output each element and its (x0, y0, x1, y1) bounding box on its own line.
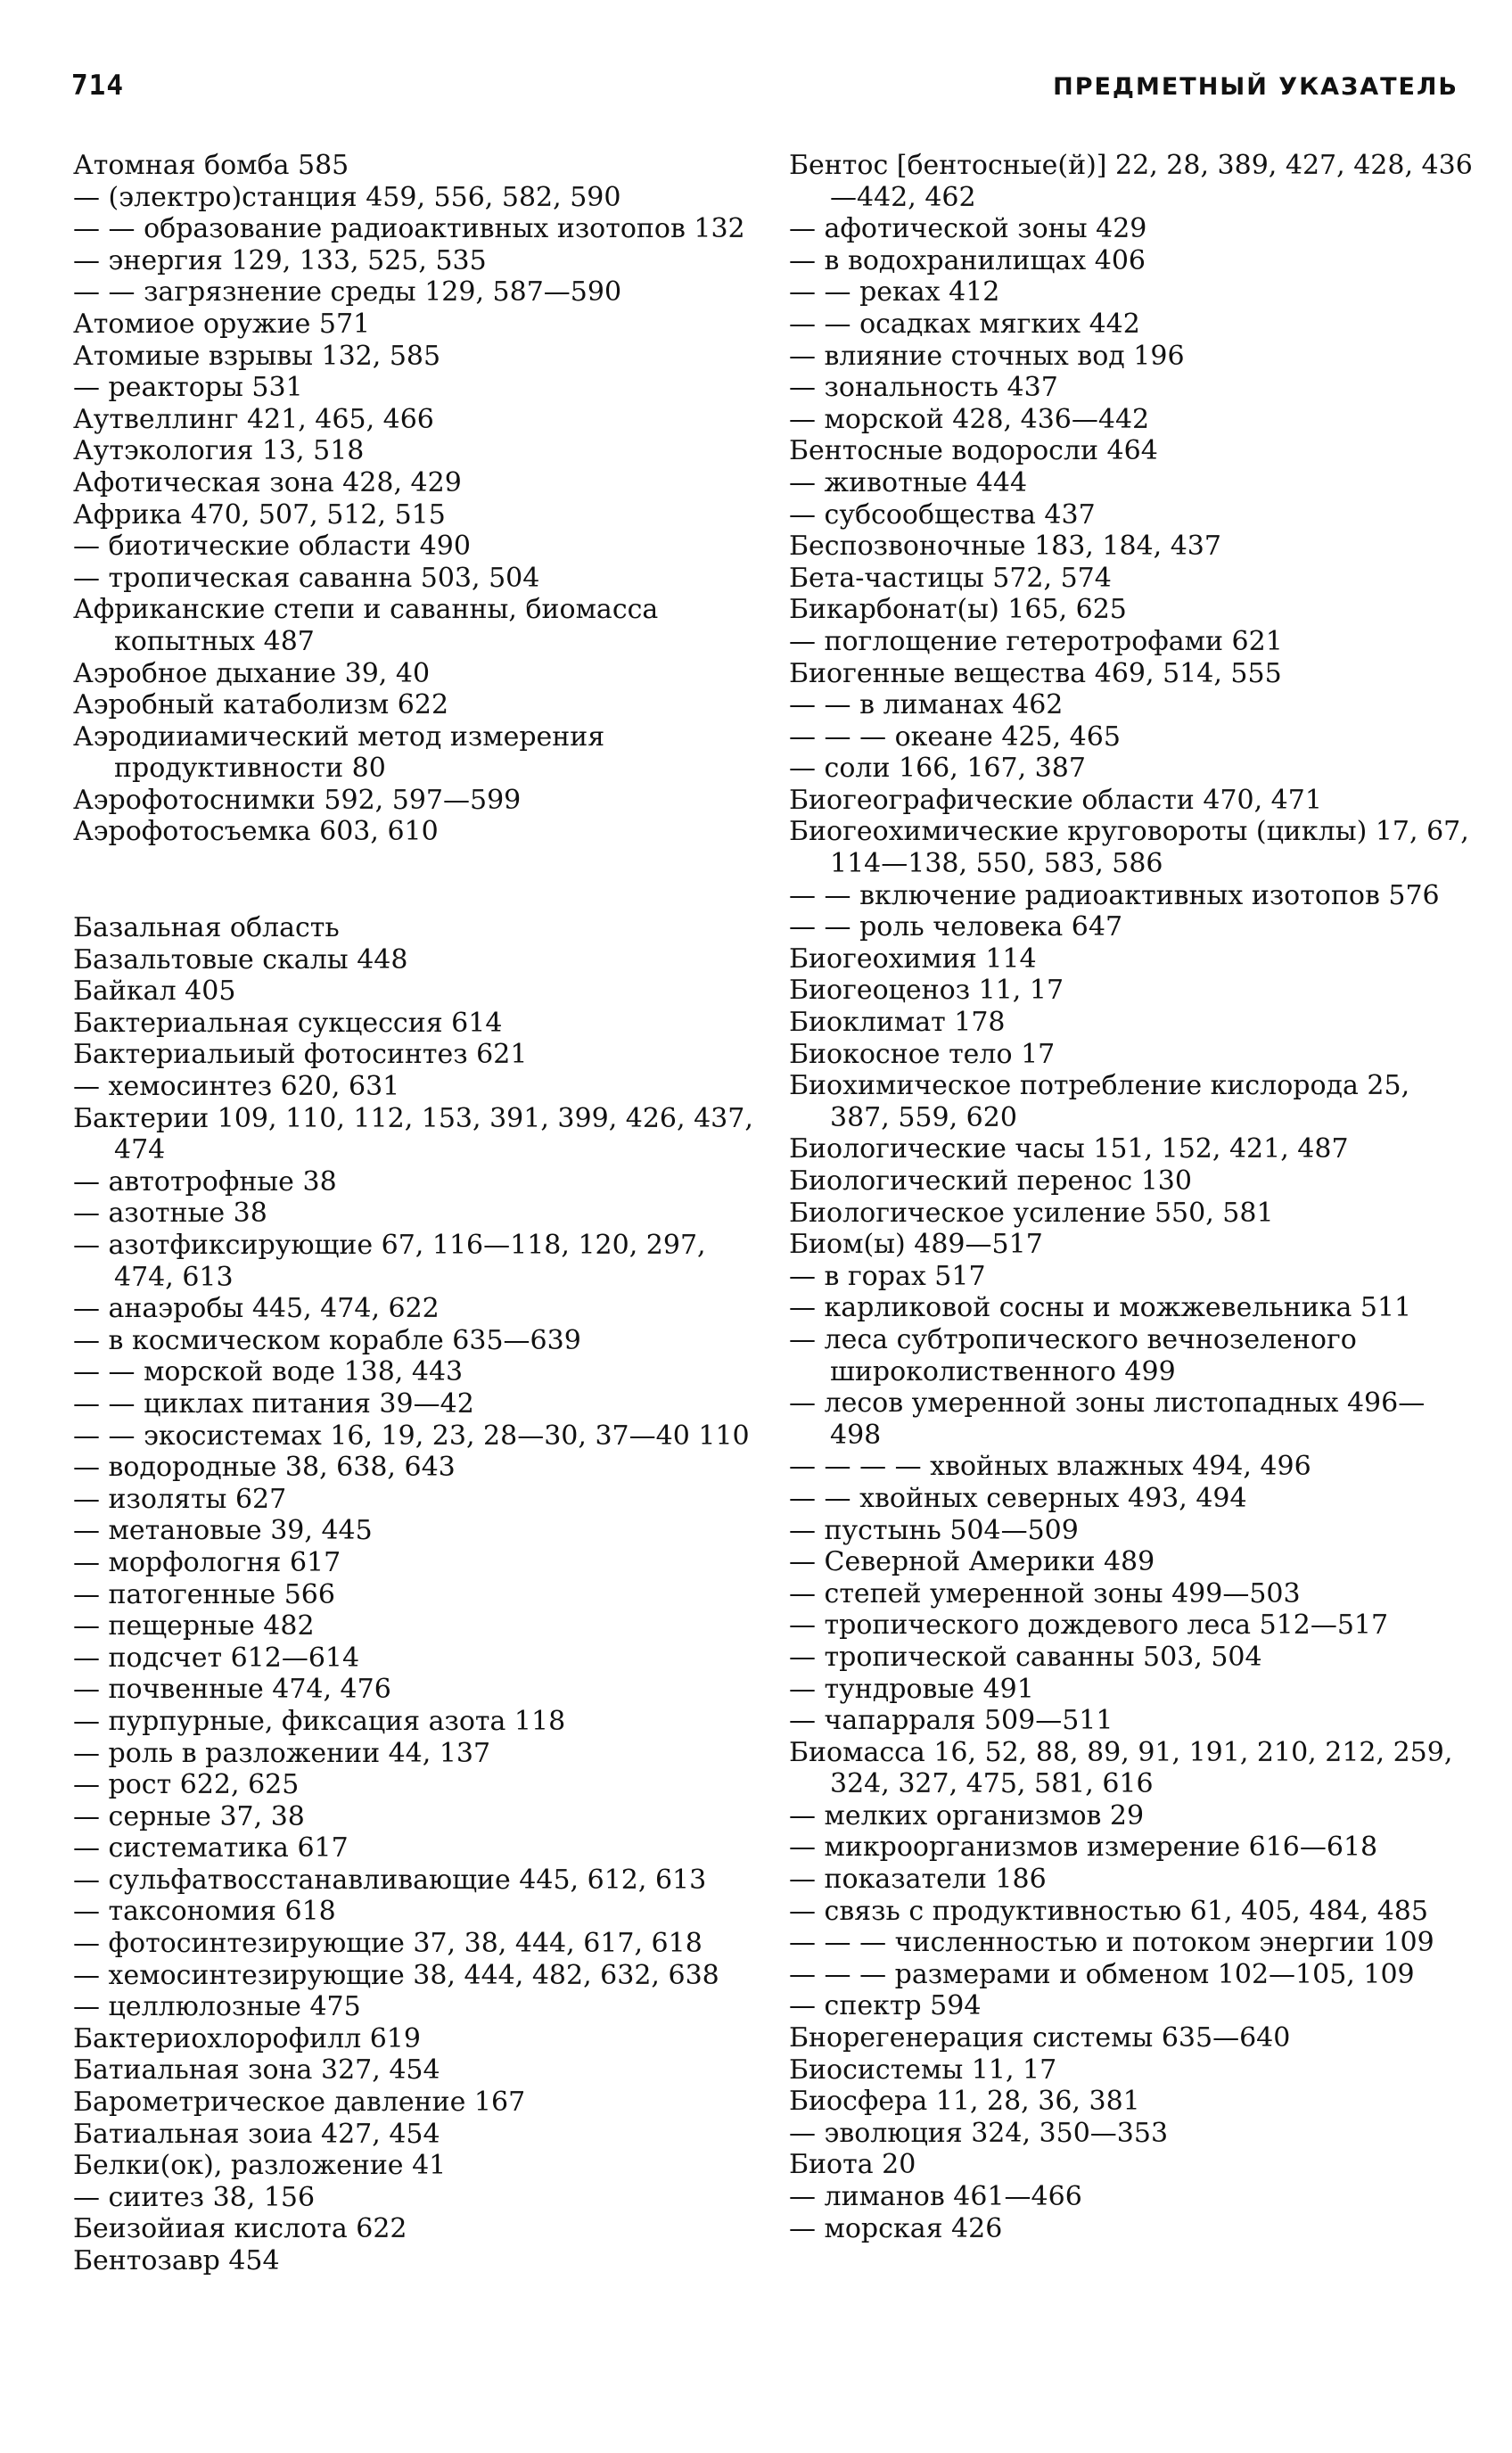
index-entry: Базальтовые скалы 448 (73, 943, 408, 975)
index-entry: — в горах 517 (789, 1260, 986, 1292)
index-entry: Биомасса 16, 52, 88, 89, 91, 191, 210, 212, 259, 324, 327, 475, 581, 616 (789, 1736, 1453, 1800)
index-entry: Байкал 405 (73, 975, 236, 1008)
index-entry: Бнорегенерация системы 635—640 (789, 2022, 1291, 2054)
index-entry: — — роль человека 647 (789, 911, 1123, 943)
index-entry: Атомиые взрывы 132, 585 (73, 340, 441, 372)
index-entry: Аэродииамический метод измерения продуктивности 80 (73, 720, 605, 785)
index-entry: Африка 470, 507, 512, 515 (73, 498, 446, 531)
index-entry: Бета-частицы 572, 574 (789, 562, 1112, 594)
index-entry: — (электро)станция 459, 556, 582, 590 (73, 181, 621, 213)
index-entry: — роль в разложении 44, 137 (73, 1737, 491, 1769)
index-entry: — афотической зоны 429 (789, 213, 1147, 245)
index-entry: Аэрофотоснимки 592, 597—599 (73, 784, 522, 816)
index-entry: — — реках 412 (789, 276, 1000, 309)
index-entry: Биосфера 11, 28, 36, 381 (789, 2086, 1140, 2118)
index-entry: Барометрическое давление 167 (73, 2087, 526, 2119)
index-entry: Биогенные вещества 469, 514, 555 (789, 657, 1282, 689)
index-entry: Аэробное дыхание 39, 40 (73, 657, 431, 689)
index-entry: Биогеохимические круговороты (циклы) 17, 67, 114—138, 550, 583, 586 (789, 816, 1469, 880)
index-column-left (73, 150, 760, 2277)
index-entry: — — экосистемах 16, 19, 23, 28—30, 37—40 110 (73, 1420, 750, 1452)
index-entry: Аэрофотосъемка 603, 610 (73, 816, 439, 848)
index-entry: — — образование радиоактивных изотопов 132 (73, 213, 745, 245)
index-entry: — — осадках мягких 442 (789, 308, 1140, 340)
index-entry: — водородные 38, 638, 643 (73, 1452, 456, 1484)
index-entry: — Северной Америки 489 (789, 1546, 1155, 1578)
index-entry: — хемосинтез 620, 631 (73, 1071, 400, 1103)
index-entry: — — загрязнение среды 129, 587—590 (73, 276, 622, 309)
index-entry: — энергия 129, 133, 525, 535 (73, 244, 487, 276)
index-entry: — тропического дождевого леса 512—517 (789, 1609, 1389, 1642)
index-entry: Батиальная зона 327, 454 (73, 2054, 440, 2087)
index-entry: Бентос [бентосные(й)] 22, 28, 389, 427, 428, 436—442, 462 (789, 150, 1473, 213)
index-entry: Биологический перенос 130 (789, 1165, 1192, 1197)
index-entry: — показатели 186 (789, 1864, 1047, 1896)
index-entry: Биокосное тело 17 (789, 1038, 1056, 1070)
index-entry: Бактериальная сукцессия 614 (73, 1007, 503, 1039)
index-entry: Беизойиая кислота 622 (73, 2213, 407, 2245)
index-entry: Батиальная зоиа 427, 454 (73, 2118, 440, 2150)
index-entry: Бикарбонат(ы) 165, 625 (789, 594, 1127, 626)
index-entry: — карликовой сосны и можжевельника 511 (789, 1292, 1412, 1324)
index-entry: — — — численностью и потоком энергии 109 (789, 1927, 1434, 1959)
index-entry: — пустынь 504—509 (789, 1514, 1079, 1546)
index-entry: Бактерии 109, 110, 112, 153, 391, 399, 426, 437, 474 (73, 1102, 753, 1166)
index-entry: — сиитез 38, 156 (73, 2181, 316, 2213)
index-entry: — сульфатвосстанавливающие 445, 612, 613 (73, 1864, 707, 1896)
index-entry: — микроорганизмов измерение 616—618 (789, 1832, 1378, 1864)
index-entry: Беспозвоночные 183, 184, 437 (789, 531, 1221, 563)
index-entry: — автотрофные 38 (73, 1165, 337, 1198)
index-entry: — морфологня 617 (73, 1546, 341, 1578)
index-entry: — — — размерами и обменом 102—105, 109 (789, 1958, 1415, 1990)
index-entry: Бактериохлорофилл 619 (73, 2022, 421, 2054)
index-entry: Африканские степи и саванны, биомасса копытных 487 (73, 594, 659, 657)
index-entry: Белки(ок), разложение 41 (73, 2150, 447, 2182)
index-entry: Аэробный катаболизм 622 (73, 689, 449, 721)
index-group-a (73, 150, 760, 848)
index-entry: — реакторы 531 (73, 372, 303, 404)
index-entry: — азотные 38 (73, 1198, 267, 1230)
index-entry: — систематика 617 (73, 1832, 349, 1864)
index-entry: Аутвеллинг 421, 465, 466 (73, 403, 434, 435)
index-entry: — азотфиксирующие 67, 116—118, 120, 297, 474, 613 (73, 1230, 706, 1293)
index-entry: — пещерные 482 (73, 1610, 315, 1642)
index-entry: Базальная область (73, 912, 340, 944)
index-entry: — связь с продуктивностью 61, 405, 484, 485 (789, 1895, 1428, 1927)
index-entry: — поглощение гетеротрофами 621 (789, 625, 1283, 657)
index-entry: — чапарраля 509—511 (789, 1705, 1113, 1737)
index-entry: — хемосинтезирующие 38, 444, 482, 632, 638 (73, 1959, 719, 1991)
index-entry: — — в лиманах 462 (789, 689, 1064, 721)
index-entry: Атомиое оружие 571 (73, 308, 371, 340)
index-entry: — пурпурные, фиксация азота 118 (73, 1705, 566, 1737)
index-entry: Биом(ы) 489—517 (789, 1229, 1043, 1261)
index-entry: — — морской воде 138, 443 (73, 1356, 464, 1388)
index-entry: Биоклимат 178 (789, 1007, 1006, 1039)
index-entry: Биота 20 (789, 2149, 916, 2181)
index-entry: — — — океане 425, 465 (789, 720, 1121, 753)
index-entry: Бентозавр 454 (73, 2245, 280, 2276)
index-entry: — морской 428, 436—442 (789, 403, 1150, 435)
index-entry: — леса субтропического вечнозеленого широколиственного 499 (789, 1323, 1357, 1387)
index-entry: — подсчет 612—614 (73, 1642, 360, 1674)
index-entry: — изоляты 627 (73, 1483, 287, 1515)
page-number: 714 (71, 70, 124, 102)
index-entry: — лесов умеренной зоны листопадных 496—498 (789, 1387, 1426, 1451)
index-entry: Биогеоценоз 11, 17 (789, 975, 1064, 1007)
index-entry: — патогенные 566 (73, 1578, 335, 1610)
index-entry: — фотосинтезирующие 37, 38, 444, 617, 618 (73, 1928, 703, 1960)
index-entry: Биологическое усиление 550, 581 (789, 1197, 1274, 1229)
index-entry: — таксономия 618 (73, 1896, 336, 1928)
index-entry: Биохимическое потребление кислорода 25, 387, 559, 620 (789, 1070, 1410, 1133)
index-entry: — в водохранилищах 406 (789, 244, 1146, 276)
index-entry: — тропической саванны 503, 504 (789, 1641, 1262, 1673)
index-entry: Атомная бомба 585 (73, 150, 349, 181)
index-entry: — — — — хвойных влажных 494, 496 (789, 1451, 1311, 1483)
index-entry: Биогеохимия 114 (789, 943, 1037, 975)
index-entry: — — включение радиоактивных изотопов 576 (789, 879, 1440, 911)
index-entry: — — циклах питания 39—42 (73, 1387, 474, 1420)
index-group-b (73, 912, 760, 2277)
index-entry: Аутэкология 13, 518 (73, 435, 365, 467)
index-entry: — эволюция 324, 350—353 (789, 2117, 1169, 2149)
index-entry: — биотические области 490 (73, 531, 471, 563)
index-column-right (789, 150, 1475, 2244)
index-entry: — зональность 437 (789, 372, 1058, 404)
index-entry: — влияние сточных вод 196 (789, 340, 1185, 372)
index-entry: — — хвойных северных 493, 494 (789, 1482, 1247, 1514)
index-entry: Биосистемы 11, 17 (789, 2054, 1057, 2086)
index-entry: — степей умеренной зоны 499—503 (789, 1577, 1301, 1609)
running-head: ПРЕДМЕТНЫЙ УКАЗАТЕЛЬ (1053, 73, 1459, 101)
index-entry: — анаэробы 445, 474, 622 (73, 1293, 440, 1325)
index-entry: Биологические часы 151, 152, 421, 487 (789, 1133, 1349, 1165)
index-entry: — тундровые 491 (789, 1673, 1034, 1705)
index-entry: — рост 622, 625 (73, 1769, 300, 1801)
group-separator (73, 848, 760, 912)
index-entry: Бентосные водоросли 464 (789, 435, 1158, 467)
index-entry: — морская 426 (789, 2212, 1003, 2244)
index-entry: Биогеографические области 470, 471 (789, 784, 1322, 816)
index-entry: — животные 444 (789, 466, 1028, 498)
index-entry: — тропическая саванна 503, 504 (73, 562, 540, 594)
index-entry: — субсообщества 437 (789, 498, 1096, 531)
index-entry: — спектр 594 (789, 1990, 982, 2022)
index-entry: Бактериальиый фотосинтез 621 (73, 1039, 528, 1071)
index-entry: — почвенные 474, 476 (73, 1674, 391, 1706)
index-entry: — метановые 39, 445 (73, 1515, 373, 1547)
index-entry: Афотическая зона 428, 429 (73, 466, 462, 498)
index-entry: — серные 37, 38 (73, 1800, 305, 1832)
index-entry: — соли 166, 167, 387 (789, 753, 1086, 785)
page-header (71, 70, 1459, 123)
index-entry: — в космическом корабле 635—639 (73, 1324, 581, 1356)
index-entry: — мелких организмов 29 (789, 1799, 1145, 1832)
index-entry: — целлюлозные 475 (73, 1991, 361, 2023)
index-entry: — лиманов 461—466 (789, 2181, 1082, 2212)
